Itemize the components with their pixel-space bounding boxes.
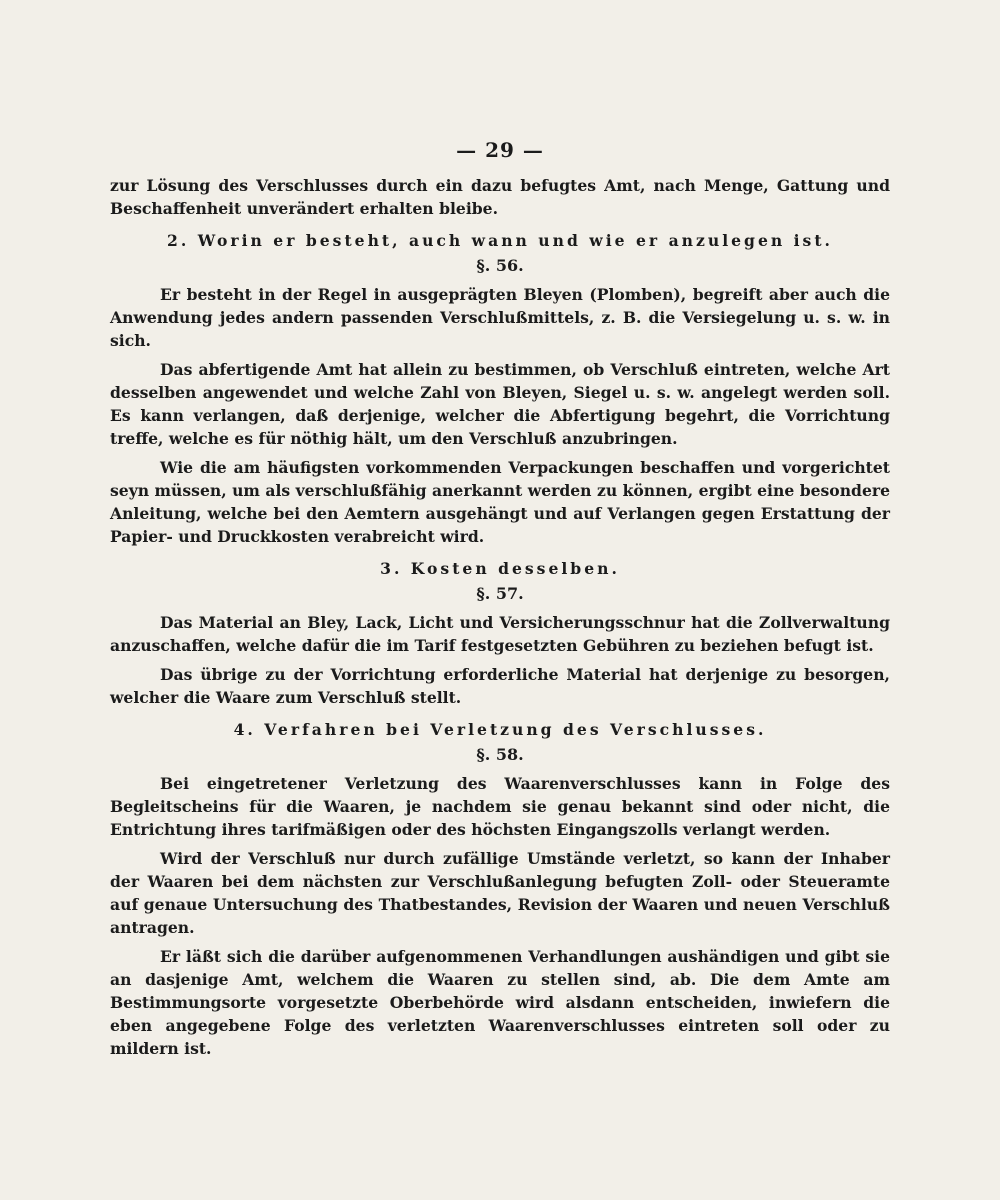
paragraph-56-1: Er besteht in der Regel in ausgeprägten Bleyen (Plomben), begreift aber auch die Anwendung jedes andern passenden Verschlußmittels, z. B. die Versiegelung u. s. w. in sich. [110, 285, 890, 350]
page-number: — 29 — [456, 138, 544, 162]
paragraph-58-1: Bei eingetretener Verletzung des Waarenverschlusses kann in Folge des Begleitscheins für die Waaren, je nachdem sie genau bekannt sind oder nicht, die Entrichtung ihres tarifmäßigen oder des höchsten Eingangszolls verlangt werden. [110, 774, 890, 839]
paragraph-56-3: Wie die am häufigsten vorkommenden Verpackungen beschaffen und vorgerichtet seyn müssen, um als verschlußfähig anerkannt werden zu können, ergibt eine besondere Anleitung, welche bei den Aemtern ausgehängt und auf Verlangen gegen Erstattung der Papier- und Druckkosten verabreicht wird. [110, 458, 890, 546]
page-content [110, 138, 890, 1060]
paragraph-mark-57: §. 57. [476, 584, 524, 603]
paragraph-57-2: Das übrige zu der Vorrichtung erforderliche Material hat derjenige zu besorgen, welcher die Waare zum Verschluß stellt. [110, 665, 890, 707]
section-heading-3: 3. Kosten desselben. [380, 559, 620, 578]
section-heading-4: 4. Verfahren bei Verletzung des Verschlusses. [233, 720, 767, 739]
paragraph-58-2: Wird der Verschluß nur durch zufällige Umstände verletzt, so kann der Inhaber der Waaren bei dem nächsten zur Verschlußanlegung befugten Zoll- oder Steueramte auf genaue Untersuchung des Thatbestandes, Revision der Waaren und neuen Verschluß antragen. [110, 849, 890, 937]
section-heading-2: 2. Worin er besteht, auch wann und wie er anzulegen ist. [167, 231, 833, 250]
paragraph-58-3: Er läßt sich die darüber aufgenommenen Verhandlungen aushändigen und gibt sie an dasjenige Amt, welchem die Waaren zu stellen sind, ab. Die dem Amte am Bestimmungsorte vorgesetzte Oberbehörde wird alsdann entscheiden, inwiefern die eben angegebene Folge des verletzten Waarenverschlusses eintreten soll oder zu mildern ist. [110, 947, 890, 1058]
paragraph-mark-56: §. 56. [476, 256, 524, 275]
paragraph-mark-58: §. 58. [476, 745, 524, 764]
paragraph-continuation: zur Lösung des Verschlusses durch ein dazu befugtes Amt, nach Menge, Gattung und Beschaffenheit unverändert erhalten bleibe. [110, 176, 890, 218]
paragraph-57-1: Das Material an Bley, Lack, Licht und Versicherungsschnur hat die Zollverwaltung anzuschaffen, welche dafür die im Tarif festgesetzten Gebühren zu beziehen befugt ist. [110, 613, 890, 655]
paragraph-56-2: Das abfertigende Amt hat allein zu bestimmen, ob Verschluß eintreten, welche Art desselben angewendet und welche Zahl von Bleyen, Siegel u. s. w. angelegt werden soll. Es kann verlangen, daß derjenige, welcher die Abfertigung begehrt, die Vorrichtung treffe, welche es für nöthig hält, um den Verschluß anzubringen. [110, 360, 890, 448]
